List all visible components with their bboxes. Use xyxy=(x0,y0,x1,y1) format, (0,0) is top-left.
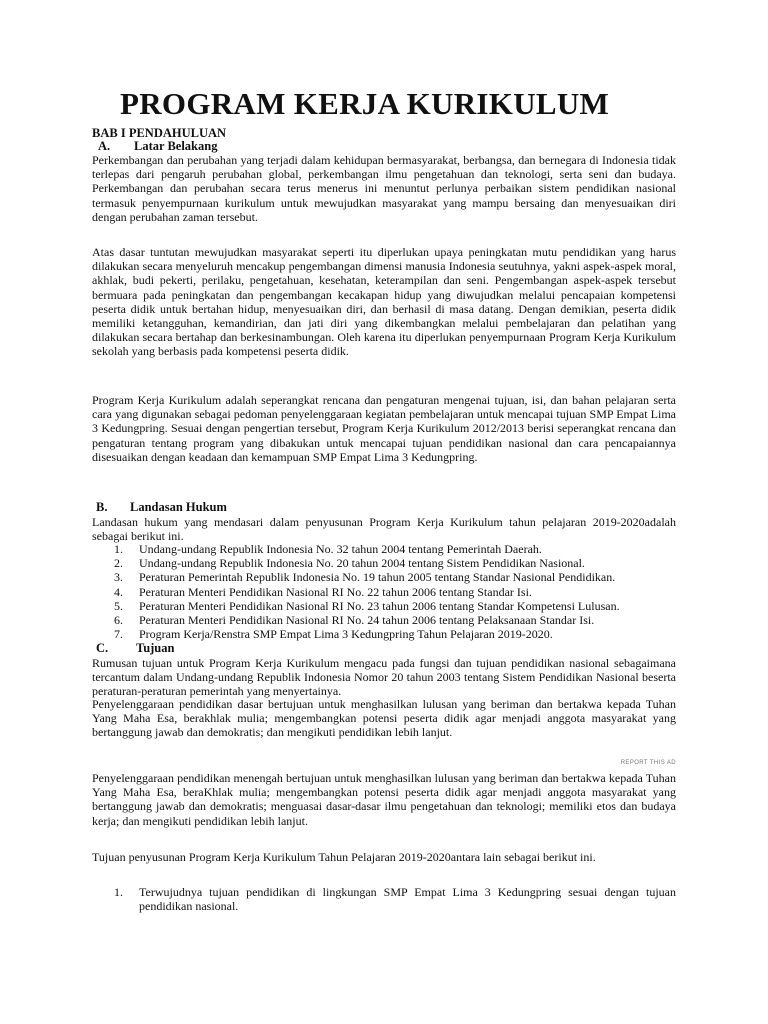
paragraph-latar-3: Program Kerja Kurikulum adalah seperangkat rencana dan pengaturan mengenai tujuan, isi, dan bahan pelajaran serta cara yang digunakan sebagai pedoman penyelenggaraan kegiatan pembelajaran untuk mencapai tujuan SMP Empat Lima 3 Kedungpring. Sesuai dengan pengertian tersebut, Program Kerja Kurikulum 2012/2013 berisi seperangkat rencana dan pengaturan tentang program yang dibakukan untuk mencapai tujuan pendidikan nasional dan cara pencapaiannya disesuaikan dengan keadaan dan kemampuan SMP Empat Lima 3 Kedungpring. xyxy=(92,393,676,464)
section-b-label: B. xyxy=(96,500,108,514)
legal-basis-list xyxy=(92,542,676,641)
paragraph-landasan: Landasan hukum yang mendasari dalam penyusunan Program Kerja Kurikulum tahun pelajaran 2019-2020adalah sebagai berikut ini. xyxy=(92,515,676,544)
goals-list xyxy=(92,885,676,913)
section-c-label: C. xyxy=(96,641,109,655)
list-item: 1. Terwujudnya tujuan pendidikan di lingkungan SMP Empat Lima 3 Kedungpring sesuai dengan tujuan pendidikan nasional. xyxy=(114,885,676,914)
section-c-heading xyxy=(92,641,676,655)
list-item: 1. Undang-undang Republik Indonesia No. 32 tahun 2004 tentang Pemerintah Daerah. xyxy=(114,542,542,556)
section-c-title: Tujuan xyxy=(136,641,175,655)
paragraph-tujuan-2: Penyelenggaraan pendidikan dasar bertujuan untuk menghasilkan lulusan yang beriman dan bertakwa kepada Tuhan Yang Maha Esa, berakhlak mulia; mengembangkan potensi peserta didik agar menjadi anggota masyarakat yang bertanggung jawab dan demokratis; dan mengikuti pendidikan lebih lanjut. xyxy=(92,697,676,740)
report-ad-link[interactable]: REPORT THIS AD xyxy=(620,760,676,766)
chapter-heading: BAB I PENDAHULUAN xyxy=(92,126,227,140)
section-b-title: Landasan Hukum xyxy=(130,500,227,514)
section-a-heading xyxy=(92,139,676,153)
list-item: 4. Peraturan Menteri Pendidikan Nasional RI No. 22 tahun 2006 tentang Standar Isi. xyxy=(114,584,532,599)
paragraph-latar-1: Perkembangan dan perubahan yang terjadi dalam kehidupan bermasyarakat, berbangsa, dan bernegara di Indonesia tidak terlepas dari pengaruh perubahan global, perkembangan ilmu pengetahuan dan teknologi, serta seni dan budaya. Perkembangan dan perubahan secara terus menerus ini menuntut perlunya perbaikan sistem pendidikan nasional termasuk penyempurnaan kurikulum untuk mewujudkan masyarakat yang mampu bersaing dan menyesuaikan diri dengan perubahan zaman tersebut. xyxy=(92,153,676,224)
list-item: 6. Peraturan Menteri Pendidikan Nasional RI No. 24 tahun 2006 tentang Pelaksanaan Standar Isi. xyxy=(114,613,595,628)
paragraph-tujuan-4: Tujuan penyusunan Program Kerja Kurikulum Tahun Pelajaran 2019-2020antara lain sebagai berikut ini. xyxy=(92,850,596,864)
paragraph-latar-2: Atas dasar tuntutan mewujudkan masyarakat seperti itu diperlukan upaya peningkatan mutu pendidikan yang harus dilakukan secara menyeluruh mencakup pengembangan dimensi manusia Indonesia seutuhnya, yakni aspek-aspek moral, akhlak, budi pekerti, perilaku, pengetahuan, kesehatan, keterampilan dan seni. Pengembangan aspek-aspek tersebut bermuara pada peningkatan dan pengembangan kecakapan hidup yang diwujudkan melalui pencapaian kompetensi peserta didik untuk bertahan hidup, menyesuaikan diri, dan berhasil di masa datang. Dengan demikian, peserta didik memiliki ketangguhan, kemandirian, dan jati diri yang dikembangkan melalui pembelajaran dan pelatihan yang dilakukan secara bertahap dan berkesinambungan. Oleh karena itu diperlukan penyempurnaan Program Kerja Kurikulum sekolah yang berbasis pada kompetensi peserta didik. xyxy=(92,245,676,359)
list-item: 7. Program Kerja/Renstra SMP Empat Lima 3 Kedungpring Tahun Pelajaran 2019-2020. xyxy=(114,627,553,642)
list-item: 2. Undang-undang Republik Indonesia No. 20 tahun 2004 tentang Sistem Pendidikan Nasional. xyxy=(114,556,585,571)
section-b-heading xyxy=(92,500,676,514)
section-a-title: Latar Belakang xyxy=(134,139,218,153)
list-item: 5. Peraturan Menteri Pendidikan Nasional RI No. 23 tahun 2006 tentang Standar Kompetensi Lulusan. xyxy=(114,598,620,613)
section-a-label: A. xyxy=(98,139,111,153)
paragraph-tujuan-1: Rumusan tujuan untuk Program Kerja Kurikulum mengacu pada fungsi dan tujuan pendidikan nasional sebagaimana tercantum dalam Undang-undang Republik Indonesia Nomor 20 tahun 2003 tentang Sistem Pendidikan Nasional beserta peraturan-peraturan pemerintah yang menyertainya. xyxy=(92,656,676,699)
list-item: 3. Peraturan Pemerintah Republik Indonesia No. 19 tahun 2005 tentang Standar Nasional Pendidikan. xyxy=(114,570,616,585)
paragraph-tujuan-3: Penyelenggaraan pendidikan menengah bertujuan untuk menghasilkan lulusan yang beriman dan bertakwa kepada Tuhan Yang Maha Esa, beraKhlak mulia; mengembangkan potensi peserta didik agar menjadi anggota masyarakat yang bertanggung jawab dan demokratis; menguasai dasar-dasar ilmu pengetahuan dan teknologi; memiliki etos dan budaya kerja; dan mengikuti pendidikan lebih lanjut. xyxy=(92,771,676,828)
page-title: PROGRAM KERJA KURIKULUM xyxy=(120,86,610,121)
